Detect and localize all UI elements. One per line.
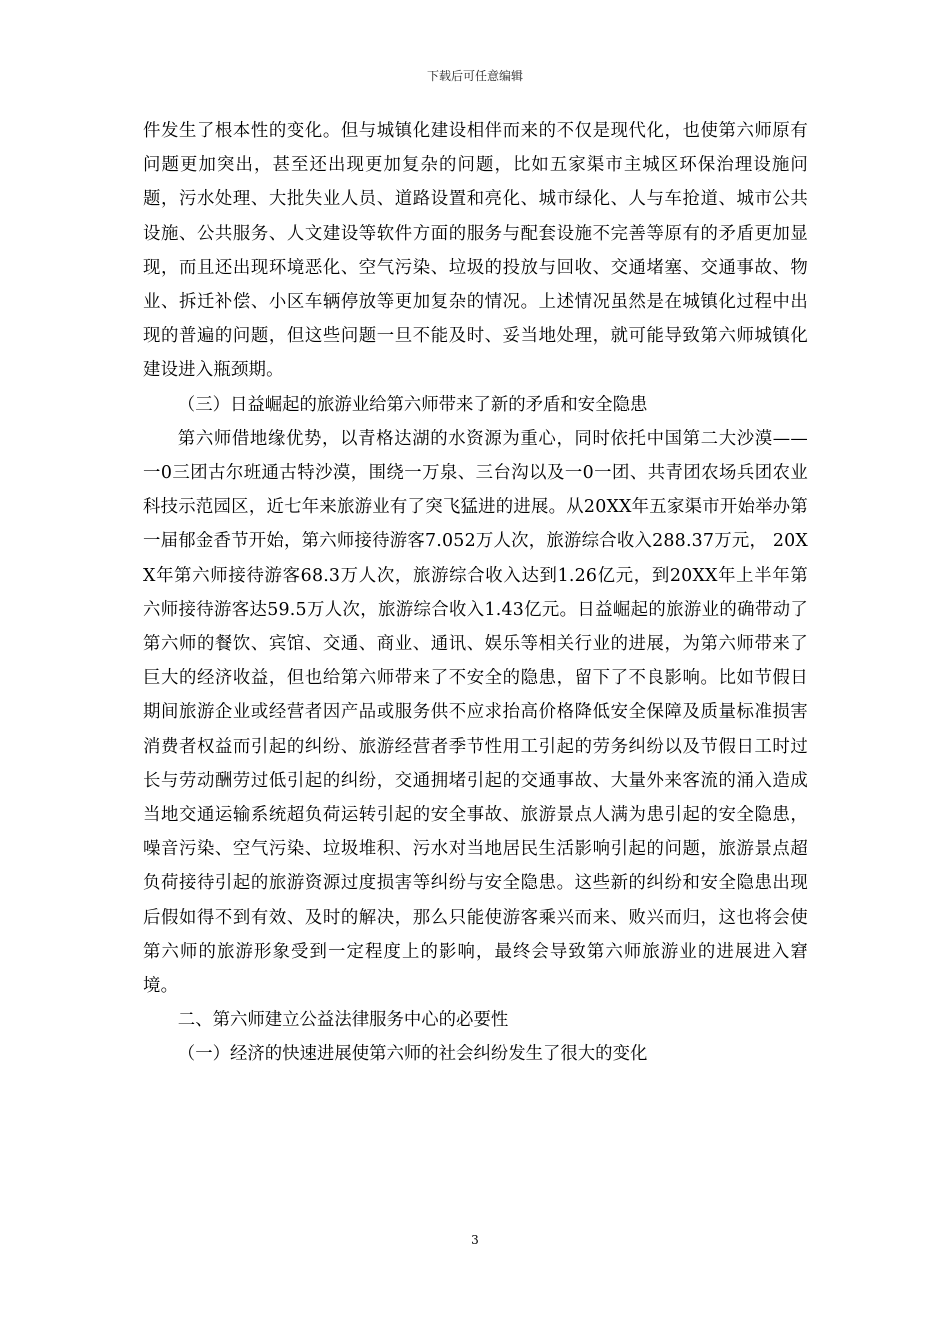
- page-number: 3: [471, 1233, 479, 1247]
- section-heading-economy: （一）经济的快速进展使第六师的社会纠纷发生了很大的变化: [177, 1044, 648, 1065]
- page-header: 下载后可任意编辑: [426, 69, 523, 83]
- document-body: [143, 114, 808, 1072]
- paragraph-urbanization-issues: 件发生了根本性的变化。但与城镇化建设相伴而来的不仅是现代化，也使第六师原有问题更加突出，甚至还出现更加复杂的问题，比如五家渠市主城区环保治理设施问题，污水处理、大批失业人员、道路设置和亮化、城市绿化、人与车抢道、城市公共设施、公共服务、人文建设等软件方面的服务与配套设施不完善等原有的矛盾更加显现，而且还出现环境恶化、空气污染、垃圾的投放与回收、交通堵塞、交通事故、物业、拆迁补偿、小区车辆停放等更加复杂的情况。上述情况虽然是在城镇化过程中出现的普遍的问题，但这些问题一旦不能及时、妥当地处理，就可能导致第六师城镇化建设进入瓶颈期。: [143, 121, 808, 381]
- section-heading-necessity: 二、第六师建立公益法律服务中心的必要性: [177, 1010, 509, 1031]
- paragraph-tourism: 第六师借地缘优势，以青格达湖的水资源为重心，同时依托中国第二大沙漠—— 一0三团古尔班通古特沙漠，围绕一万泉、三台沟以及一0一团、共青团农场兵团农业科技示范园区，近七年来旅游业有了突飞猛进的进展。从20XX年五家渠市开始举办第一届郁金香节开始，第六师接待游客7.052万人次，旅游综合收入288.37万元， 20XX年第六师接待游客68.3万人次，旅游综合收入达到1.26亿元，到20XX年上半年第六师接待游客达59.5万人次，旅游综合收入1.43亿元。日益崛起的旅游业的确带动了第六师的餐饮、宾馆、交通、商业、通讯、娱乐等相关行业的进展，为第六师带来了巨大的经济收益，但也给第六师带来了不安全的隐患，留下了不良影响。比如节假日期间旅游企业或经营者因产品或服务供不应求抬高价格降低安全保障及质量标准损害消费者权益而引起的纠纷、旅游经营者季节性用工引起的劳务纠纷以及节假日工时过长与劳动酬劳过低引起的纠纷，交通拥堵引起的交通事故、大量外来客流的涌入造成当地交通运输系统超负荷运转引起的安全事故、旅游景点人满为患引起的安全隐患，噪音污染、空气污染、垃圾堆积、污水对当地居民生活影响引起的问题，旅游景点超负荷接待引起的旅游资源过度损害等纠纷与安全隐患。这些新的纠纷和安全隐患出现后假如得不到有效、及时的解决，那么只能使游客乘兴而来、败兴而归，这也将会使第六师的旅游形象受到一定程度上的影响，最终会导致第六师旅游业的进展进入窘境。: [143, 428, 808, 997]
- section-heading-tourism: （三）日益崛起的旅游业给第六师带来了新的矛盾和安全隐患: [177, 394, 648, 415]
